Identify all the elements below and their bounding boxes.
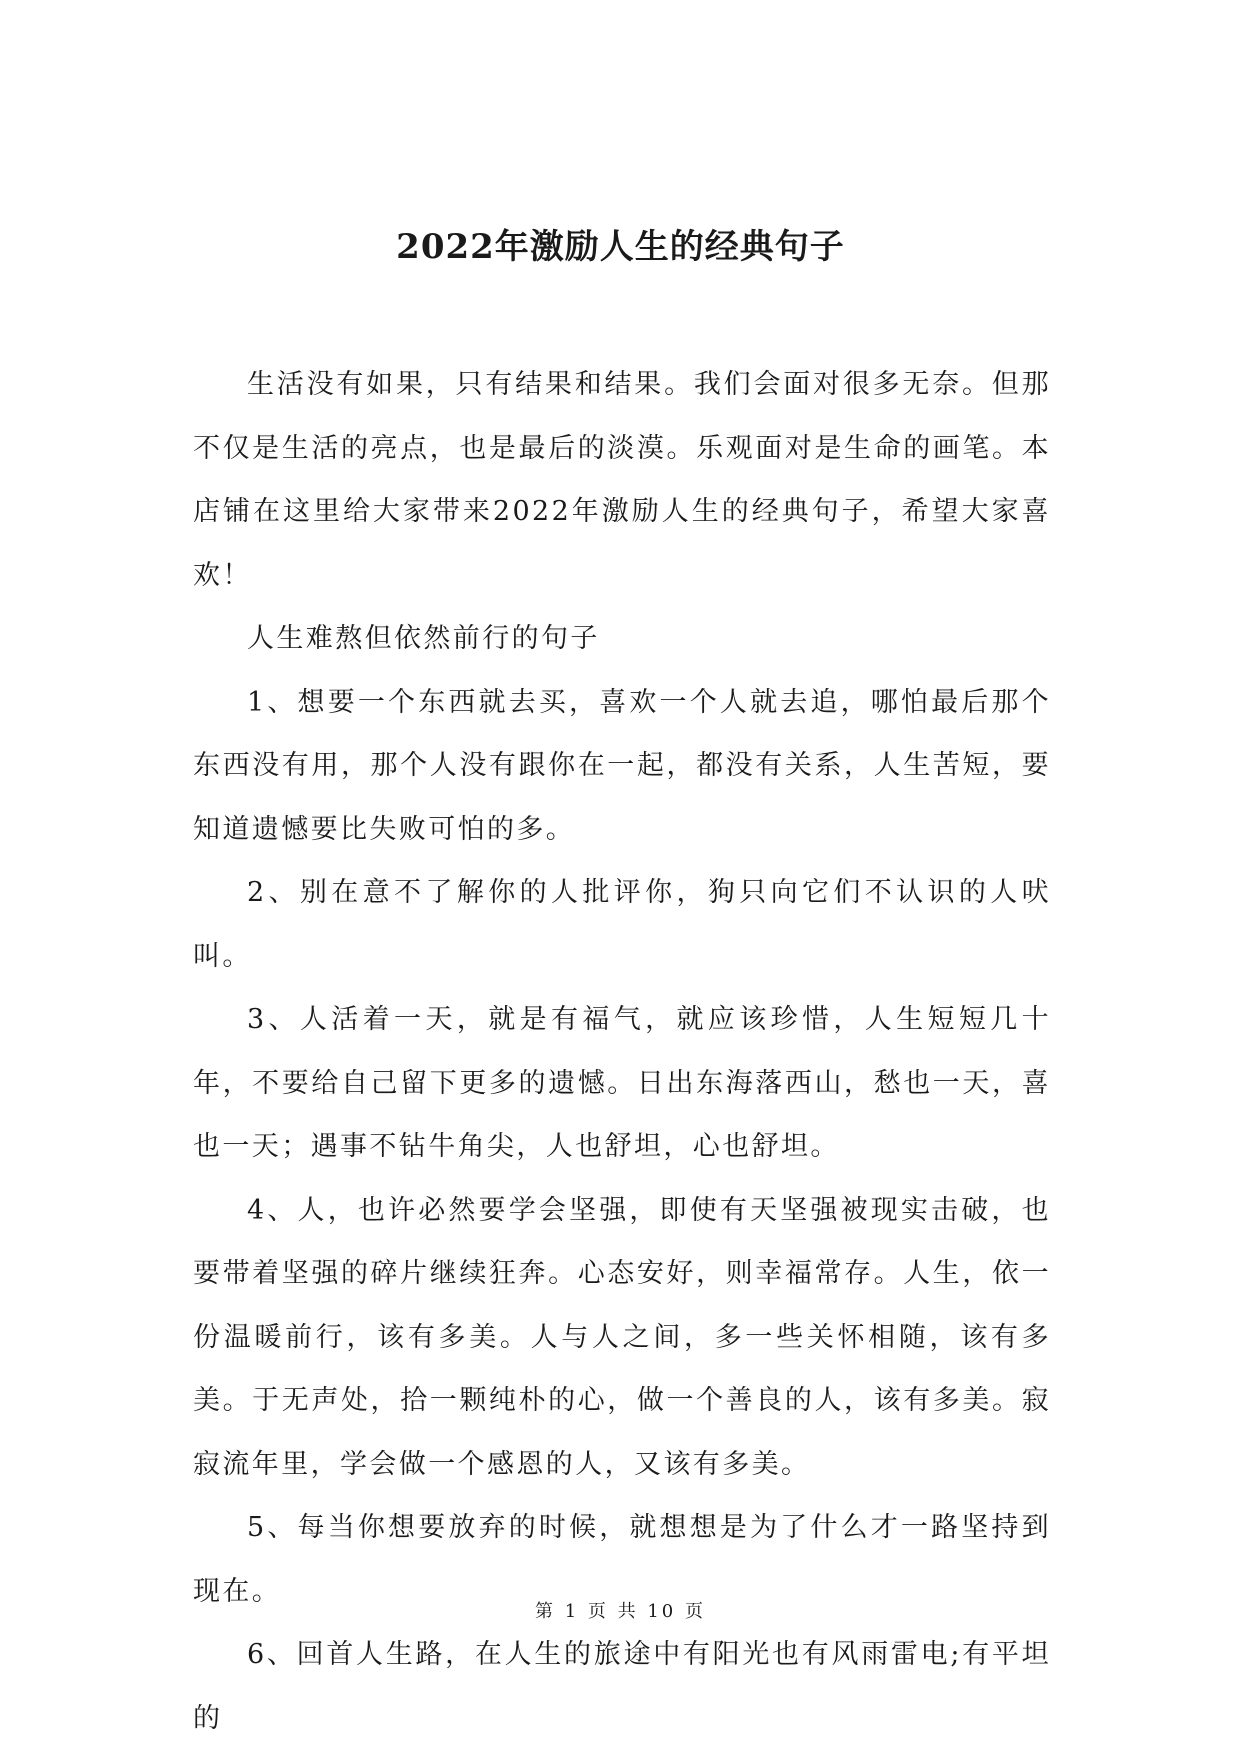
document-title: 2022年激励人生的经典句子 [396,227,845,267]
document-body [193,353,1051,1750]
paragraph-item-5: 5、每当你想要放弃的时候，就想想是为了什么才一路坚持到现在。 [193,1512,1051,1607]
page-number-footer: 第 1 页 共 10 页 [535,1601,706,1622]
paragraph-item-4: 4、人，也许必然要学会坚强，即使有天坚强被现实击破，也要带着坚强的碎片继续狂奔。心态安好，则幸福常存。人生，依一份温暖前行，该有多美。人与人之间，多一些关怀相随，该有多美。于无声处，拾一颗纯朴的心，做一个善良的人，该有多美。寂寂流年里，学会做一个感恩的人，又该有多美。 [193,1194,1051,1480]
paragraph-item-6: 6、回首人生路，在人生的旅途中有阳光也有风雨雷电;有平坦的 [193,1639,1051,1734]
paragraph-item-3: 3、人活着一天，就是有福气，就应该珍惜，人生短短几十年，不要给自己留下更多的遗憾。日出东海落西山，愁也一天，喜也一天；遇事不钻牛角尖，人也舒坦，心也舒坦。 [193,1004,1051,1162]
paragraph-item-1: 1、想要一个东西就去买，喜欢一个人就去追，哪怕最后那个东西没有用，那个人没有跟你在一起，都没有关系，人生苦短，要知道遗憾要比失败可怕的多。 [193,686,1051,845]
paragraph-item-2: 2、别在意不了解你的人批评你，狗只向它们不认识的人吠叫。 [193,877,1051,972]
paragraph-intro: 生活没有如果，只有结果和结果。我们会面对很多无奈。但那不仅是生活的亮点，也是最后的淡漠。乐观面对是生命的画笔。本店铺在这里给大家带来2022年激励人生的经典句子，希望大家喜欢！ [193,369,1051,591]
section-heading: 人生难熬但依然前行的句子 [247,623,600,654]
